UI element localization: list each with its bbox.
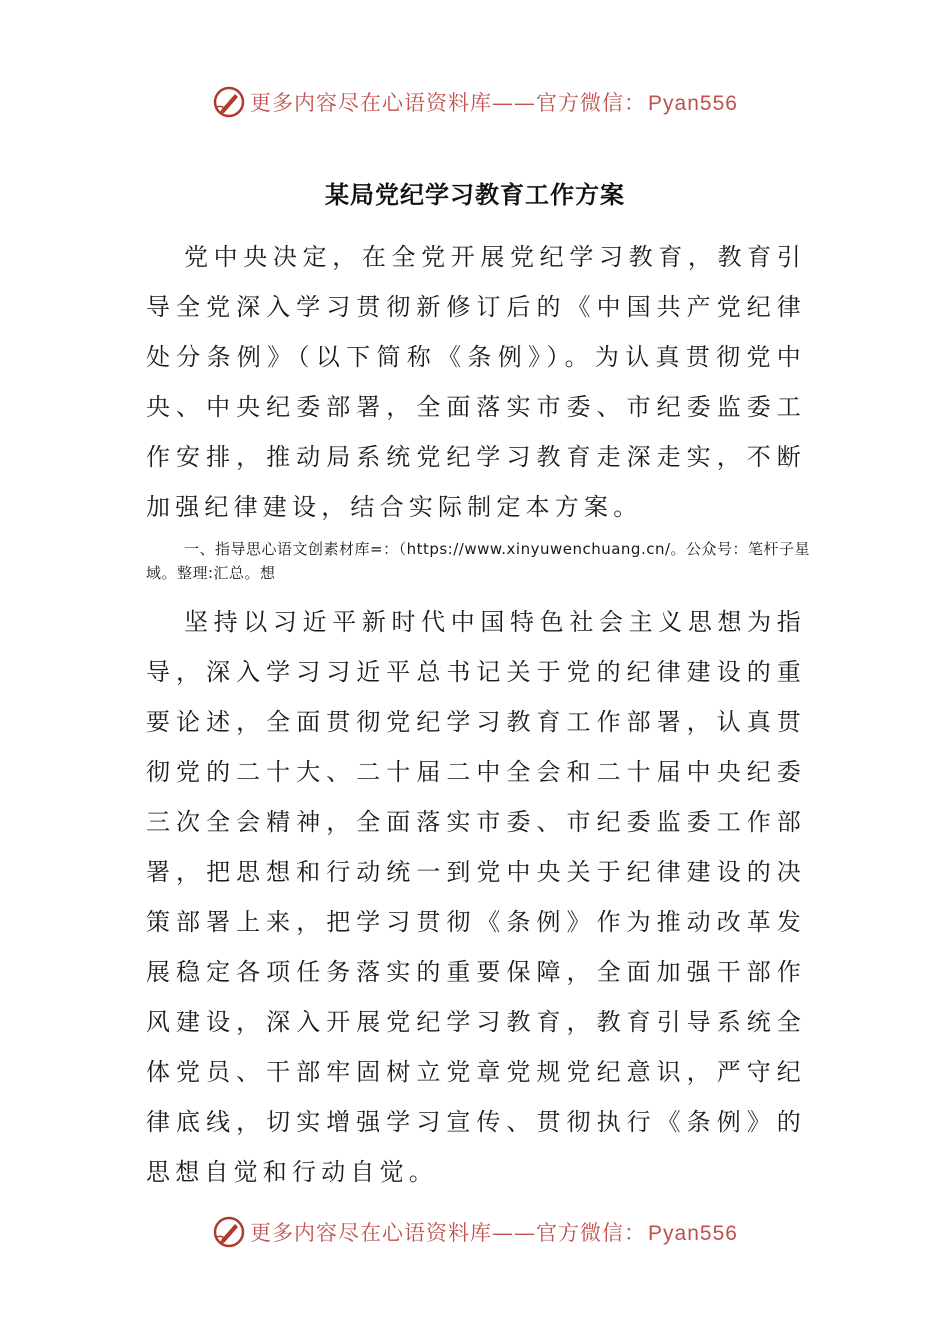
banner-contact-id: Pyan556 [648,1222,738,1245]
pen-logo-icon [212,1215,246,1249]
header-watermark-banner [0,82,950,122]
footer-watermark-banner [0,1212,950,1252]
banner-contact-id: Pyan556 [648,92,738,115]
document-title: 某局党纪学习教育工作方案 [325,180,625,209]
intro-paragraph: 党中央决定，在全党开展党纪学习教育，教育引导全党深入学习贯彻新修订后的《中国共产党纪律处分条例》（以下简称《条例》）。为认真贯彻党中央、中央纪委部署，全面落实市委、市纪委监委工作安排，推动局系统党纪学习教育走深走实，不断加强纪律建设，结合实际制定本方案。 [146,243,806,521]
banner-text: 更多内容尽在心语资料库——官方微信：Pyan556 [250,91,738,115]
section-heading: 一、指导思心语文创素材库=：（https://www.xinyuwenchuang.cn/。公众号：笔杆子星域。整理:汇总。想 [146,540,811,582]
pen-logo-icon [212,85,246,119]
section-body-paragraph: 坚持以习近平新时代中国特色社会主义思想为指导，深入学习习近平总书记关于党的纪律建设的重要论述，全面贯彻党纪学习教育工作部署，认真贯彻党的二十大、二十届二中全会和二十届中央纪委三次全会精神，全面落实市委、市纪委监委工作部署，把思想和行动统一到党中央关于纪律建设的决策部署上来，把学习贯彻《条例》作为推动改革发展稳定各项任务落实的重要保障，全面加强干部作风建设，深入开展党纪学习教育，教育引导系统全体党员、干部牢固树立党章党规党纪意识，严守纪律底线，切实增强学习宣传、贯彻执行《条例》的思想自觉和行动自觉。 [146,608,806,1186]
banner-text: 更多内容尽在心语资料库——官方微信：Pyan556 [250,1221,738,1245]
